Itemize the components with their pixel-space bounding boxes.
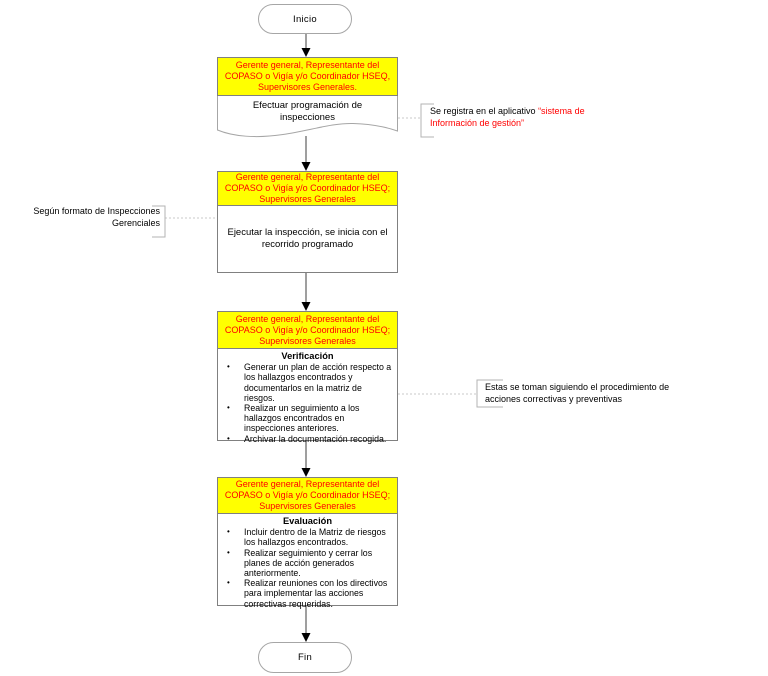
step-evaluacion-body [218,514,397,609]
arrowhead-icon [302,302,311,311]
role-header-text: Gerente general, Representante del COPASO o Vigía y/o Coordinador HSEQ; Supervisores Generales [224,172,391,204]
bullet-item [218,403,397,434]
terminator-start-label: Inicio [293,13,317,25]
bullet-text: Incluir dentro de la Matriz de riesgos los hallazgos encontrados. [244,527,386,548]
step-body-text: Efectuar programación de inspecciones [252,100,363,123]
step-body-text: Ejecutar la inspección, se inicia con el recorrido programado [227,226,388,250]
bullet-text: Realizar un seguimiento a los hallazgos encontrados en inspecciones anteriores. [244,403,360,434]
bullet-item [218,434,397,444]
step-evaluacion-role-header [218,478,397,514]
step-ejecutar-inspeccion [217,171,398,273]
terminator-start [258,4,352,34]
bullet-icon: • [227,547,230,557]
bullet-item [218,548,397,579]
bullet-list [218,362,397,444]
step-programacion-body [217,100,398,124]
bullet-item [218,527,397,547]
bullet-icon: • [227,362,230,372]
bullet-icon: • [227,433,230,443]
bullet-icon: • [227,578,230,588]
bullet-text: Archivar la documentación recogida. [244,433,387,444]
step-evaluacion [217,477,398,609]
bullet-list [218,527,397,609]
bullet-item [218,578,397,609]
step-ejecutar-role-header [218,172,397,206]
arrowhead-icon [302,633,311,642]
bullet-text: Realizar reuniones con los directivos para implementar las acciones correctivas requeridas. [244,578,388,609]
role-header-text: Gerente general, Representante del COPASO o Vigía y/o Coordinador HSEQ, Supervisores Generales. [224,60,391,92]
terminator-end [258,642,352,673]
arrowhead-icon [302,162,311,171]
arrowhead-icon [302,468,311,477]
step-verificacion [217,311,398,444]
bullet-text: Realizar seguimiento y cerrar los planes de acción generados anteriormente. [244,547,373,579]
annotation-text: Se registra en el aplicativo [430,106,539,116]
annotation-text: Según formato de Inspecciones Gerenciales [33,206,160,228]
bullet-text: Generar un plan de acción respecto a los hallazgos encontrados y documentarlos en la matriz de riesgos. [244,362,392,403]
step-ejecutar-body [218,206,397,272]
bullet-icon: • [227,403,230,413]
arrowhead-icon [302,48,311,57]
annotation-formato [18,206,160,229]
step-title: Evaluación [282,516,333,526]
annotation-registro [430,106,608,129]
step-verificacion-role-header [218,312,397,349]
step-programacion-role-header [217,57,398,96]
step-verificacion-body [218,349,397,444]
terminator-end-label: Fin [297,652,313,663]
annotation-text: Estas se toman siguiendo el procedimiento de acciones correctivas y preventivas [485,382,670,404]
bullet-item [218,362,397,403]
step-title: Verificación [281,351,334,361]
bullet-icon: • [227,527,230,537]
role-header-text: Gerente general, Representante del COPASO o Vigía y/o Coordinador HSEQ; Supervisores Generales [224,313,391,346]
annotation-highlight-text: “sistema de Información de gestión” [430,106,585,128]
annotation-acciones [485,382,690,405]
role-header-text: Gerente general, Representante del COPASO o Vigía y/o Coordinador HSEQ; Supervisores Generales [224,479,391,511]
